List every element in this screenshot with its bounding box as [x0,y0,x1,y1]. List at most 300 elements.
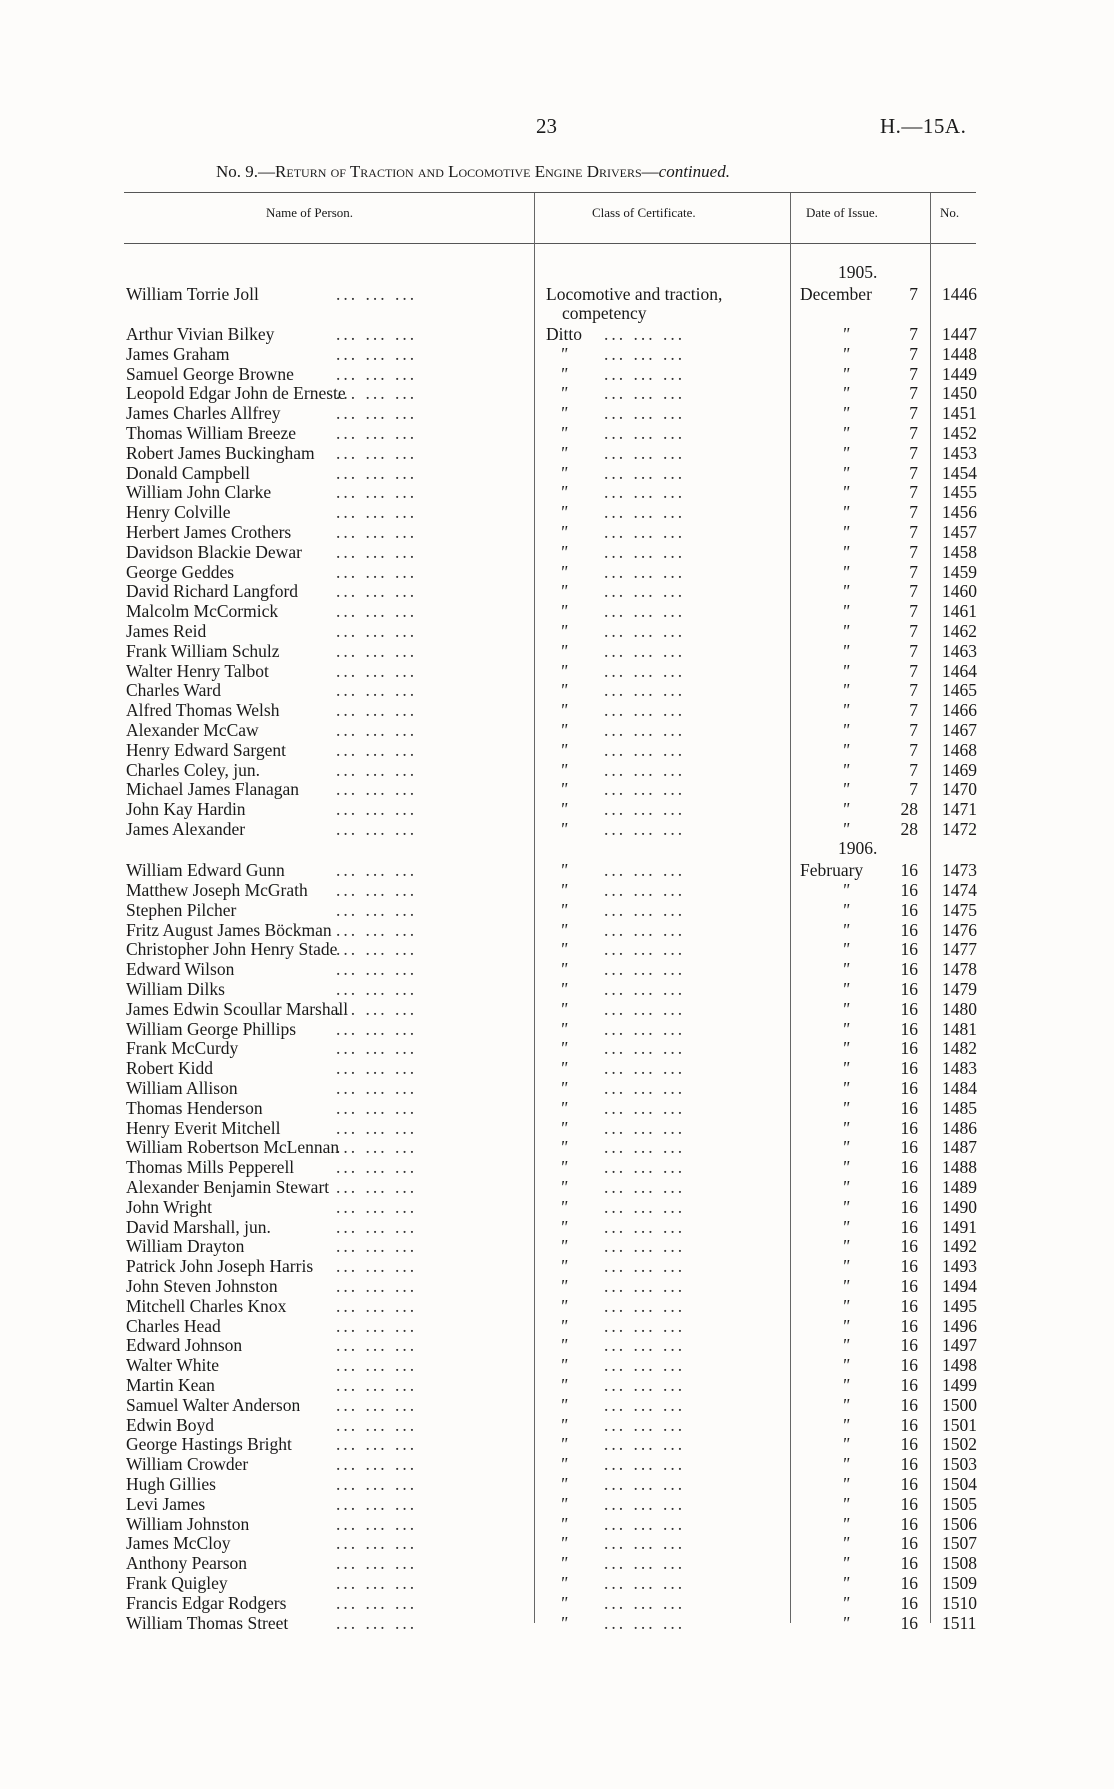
date-ditto: " [842,1434,850,1455]
person-name: Thomas Mills Pepperell [126,1157,295,1178]
issue-day: 7 [909,779,918,800]
leader-dots: ... ... ... [604,640,686,661]
person-name: Samuel George Browne [126,363,294,384]
issue-day: 16 [900,1434,918,1455]
leader-dots: ... ... ... [604,979,686,999]
certificate-number: 1485 [942,1097,977,1118]
table-row [0,880,1114,900]
leader-dots: ... ... ... [336,1058,418,1079]
certificate-class: " [560,1216,568,1237]
certificate-class: " [560,403,568,424]
date-ditto: " [842,819,850,839]
leader-dots: ... ... ... [336,779,418,800]
table-row [0,482,1114,502]
certificate-number: 1483 [942,1058,977,1079]
leader-dots: ... ... ... [336,860,418,880]
leader-dots: ... ... ... [604,799,686,820]
date-ditto: " [842,482,850,503]
person-name: Charles Head [126,1315,221,1336]
certificate-class: " [560,522,568,542]
date-ditto: " [842,1216,850,1237]
date-ditto: " [842,720,850,740]
leader-dots: ... ... ... [604,1018,686,1039]
leader-dots: ... ... ... [336,640,418,661]
leader-dots: ... ... ... [604,1256,686,1277]
person-name: David Richard Langford [126,581,299,602]
leader-dots: ... ... ... [604,700,686,721]
date-ditto: " [842,1078,850,1098]
issue-day: 16 [900,1573,918,1593]
certificate-class: " [560,1157,568,1178]
certificate-number: 1446 [942,284,977,304]
leader-dots: ... ... ... [604,1394,686,1415]
leader-dots: ... ... ... [604,1097,686,1118]
column-header-class: Class of Certificate. [592,205,696,220]
person-name: Matthew Joseph McGrath [126,880,308,900]
date-ditto: " [842,799,850,820]
person-name: Leopold Edgar John de Erneste [126,383,346,404]
certificate-number: 1447 [942,324,977,344]
leader-dots: ... ... ... [604,1454,686,1475]
person-name: William Allison [126,1078,238,1098]
date-ditto: " [842,1394,850,1415]
table-row [0,779,1114,799]
table-row [0,1058,1114,1078]
certificate-class: " [560,1414,568,1435]
leader-dots: ... ... ... [336,581,418,602]
date-ditto: " [842,880,850,900]
table-row [0,999,1114,1019]
year-1906: 1906. [838,838,878,858]
certificate-number: 1468 [942,739,977,760]
table-row [0,1197,1114,1217]
issue-month: December [800,284,872,304]
issue-day: 7 [909,660,918,681]
issue-day: 7 [909,522,918,542]
leader-dots: ... ... ... [336,959,418,980]
issue-day: 7 [909,601,918,622]
leader-dots: ... ... ... [604,561,686,582]
date-ditto: " [842,700,850,721]
issue-day: 16 [900,1256,918,1277]
certificate-class: Ditto [546,324,582,344]
person-name: William Drayton [126,1236,245,1257]
leader-dots: ... ... ... [604,739,686,760]
leader-dots: ... ... ... [336,1038,418,1059]
certificate-number: 1474 [942,880,977,900]
issue-day: 16 [900,939,918,960]
leader-dots: ... ... ... [604,680,686,701]
certificate-class: " [560,759,568,780]
certificate-number: 1459 [942,561,977,582]
issue-day: 16 [900,1375,918,1395]
certificate-class: " [560,1612,568,1633]
leader-dots: ... ... ... [604,1553,686,1574]
issue-day: 7 [909,502,918,523]
certificate-number: 1450 [942,383,977,404]
leader-dots: ... ... ... [336,423,418,443]
leader-dots: ... ... ... [336,522,418,542]
date-ditto: " [842,522,850,542]
certificate-class: Locomotive and traction, [546,284,723,304]
issue-day: 7 [909,541,918,562]
certificate-number: 1493 [942,1256,977,1277]
certificate-number: 1481 [942,1018,977,1039]
leader-dots: ... ... ... [336,979,418,999]
issue-day: 7 [909,739,918,760]
leader-dots: ... ... ... [604,1414,686,1435]
person-name: Anthony Pearson [126,1553,248,1574]
date-ditto: " [842,979,850,999]
leader-dots: ... ... ... [336,680,418,701]
person-name: James Graham [126,343,230,364]
issue-day: 7 [909,363,918,384]
leader-dots: ... ... ... [604,621,686,641]
leader-dots: ... ... ... [604,959,686,980]
leader-dots: ... ... ... [336,1018,418,1039]
table-row [0,959,1114,979]
leader-dots: ... ... ... [336,561,418,582]
date-ditto: " [842,1553,850,1574]
certificate-class: " [560,343,568,364]
leader-dots: ... ... ... [336,1592,418,1613]
certificate-class: " [560,1236,568,1257]
date-ditto: " [842,759,850,780]
date-ditto: " [842,621,850,641]
certificate-number: 1502 [942,1434,977,1455]
issue-day: 16 [900,899,918,920]
person-name: Alfred Thomas Welsh [126,700,280,721]
leader-dots: ... ... ... [336,1493,418,1514]
certificate-class: " [560,1592,568,1613]
certificate-class: " [560,998,568,1019]
certificate-number: 1511 [942,1612,977,1633]
certificate-class: " [560,880,568,900]
person-name: Frank William Schulz [126,640,280,661]
certificate-class: " [560,561,568,582]
issue-day: 16 [900,959,918,980]
issue-day: 16 [900,1355,918,1376]
leader-dots: ... ... ... [604,1375,686,1395]
certificate-number: 1503 [942,1454,977,1475]
person-name: David Marshall, jun. [126,1216,271,1237]
table-row [0,1157,1114,1177]
date-ditto: " [842,1137,850,1158]
leader-dots: ... ... ... [336,1533,418,1554]
leader-dots: ... ... ... [336,482,418,503]
leader-dots: ... ... ... [336,541,418,562]
table-row [0,443,1114,463]
date-ditto: " [842,343,850,364]
issue-day: 16 [900,1177,918,1197]
date-ditto: " [842,739,850,760]
certificate-class: " [560,939,568,960]
date-ditto: " [842,680,850,701]
issue-day: 16 [900,1592,918,1613]
person-name: Walter Henry Talbot [126,660,269,681]
certificate-class: " [560,423,568,443]
leader-dots: ... ... ... [604,581,686,602]
table-row [0,1019,1114,1039]
certificate-class: " [560,1573,568,1593]
person-name: Michael James Flanagan [126,779,300,800]
certificate-class: " [560,1375,568,1395]
issue-day: 16 [900,1276,918,1296]
certificate-number: 1491 [942,1216,977,1237]
date-ditto: " [842,1533,850,1554]
person-name: John Wright [126,1196,212,1217]
table-row [0,1454,1114,1474]
person-name: Francis Edgar Rodgers [126,1592,287,1613]
table-row [0,680,1114,700]
leader-dots: ... ... ... [604,1474,686,1494]
issue-day: 16 [900,880,918,900]
leader-dots: ... ... ... [336,442,418,463]
certificate-class: " [560,1394,568,1415]
certificate-class: " [560,640,568,661]
table-row [0,1316,1114,1336]
person-name: Alexander McCaw [126,720,259,740]
leader-dots: ... ... ... [604,1276,686,1296]
certificate-number: 1500 [942,1394,977,1415]
certificate-number: 1509 [942,1573,977,1593]
leader-dots: ... ... ... [336,1474,418,1494]
person-name: Davidson Blackie Dewar [126,541,302,562]
date-ditto: " [842,442,850,463]
table-row [0,979,1114,999]
table-row [0,740,1114,760]
person-name: George Hastings Bright [126,1434,292,1455]
issue-day: 16 [900,1612,918,1633]
leader-dots: ... ... ... [604,1196,686,1217]
year-1905: 1905. [838,262,878,282]
date-ditto: " [842,1117,850,1138]
date-ditto: " [842,502,850,523]
issue-day: 16 [900,1414,918,1435]
issue-day: 7 [909,640,918,661]
leader-dots: ... ... ... [604,1216,686,1237]
date-ditto: " [842,1573,850,1593]
date-ditto: " [842,1335,850,1356]
certificate-number: 1492 [942,1236,977,1257]
page-reference: H.—15A. [880,114,967,138]
table-row [0,581,1114,601]
leader-dots: ... ... ... [336,383,418,404]
leader-dots: ... ... ... [336,343,418,364]
table-row [0,1434,1114,1454]
certificate-number: 1448 [942,343,977,364]
person-name: Christopher John Henry Stade [126,939,338,960]
leader-dots: ... ... ... [604,1315,686,1336]
certificate-class: " [560,1553,568,1574]
issue-day: 7 [909,561,918,582]
certificate-number: 1482 [942,1038,977,1059]
leader-dots: ... ... ... [336,601,418,622]
certificate-number: 1498 [942,1355,977,1376]
issue-day: 7 [909,403,918,424]
person-name: Frank McCurdy [126,1038,239,1059]
certificate-class: " [560,621,568,641]
certificate-number: 1469 [942,759,977,780]
leader-dots: ... ... ... [336,1216,418,1237]
date-ditto: " [842,660,850,681]
person-name: Edward Wilson [126,959,235,980]
leader-dots: ... ... ... [336,1078,418,1098]
caption-suffix: continued. [658,162,730,181]
certificate-number: 1507 [942,1533,977,1554]
issue-day: 16 [900,1394,918,1415]
person-name: William Dilks [126,979,225,999]
table-row [0,720,1114,740]
person-name: Frank Quigley [126,1573,228,1593]
issue-day: 16 [900,1157,918,1178]
person-name: Samuel Walter Anderson [126,1394,301,1415]
leader-dots: ... ... ... [604,1137,686,1158]
certificate-number: 1471 [942,799,977,820]
person-name: James McCloy [126,1533,231,1554]
caption-prefix: No. 9.— [216,162,276,181]
person-name: John Steven Johnston [126,1276,278,1296]
issue-day: 16 [900,979,918,999]
person-name: James Reid [126,621,207,641]
person-name: William Johnston [126,1513,250,1534]
certificate-class: " [560,1454,568,1475]
certificate-number: 1472 [942,819,977,839]
issue-day: 16 [900,1196,918,1217]
certificate-number: 1495 [942,1295,977,1316]
certificate-class: " [560,860,568,880]
person-name: Arthur Vivian Bilkey [126,324,275,344]
column-header-name: Name of Person. [266,205,354,220]
leader-dots: ... ... ... [336,1553,418,1574]
issue-day: 7 [909,482,918,503]
table-row [0,1276,1114,1296]
column-header-date: Date of Issue. [806,205,878,220]
table-row [0,383,1114,403]
date-ditto: " [842,601,850,622]
table-row [0,819,1114,839]
issue-day: 16 [900,919,918,940]
person-name: Donald Campbell [126,462,250,483]
table-row [0,1514,1114,1534]
leader-dots: ... ... ... [336,1137,418,1158]
leader-dots: ... ... ... [604,880,686,900]
leader-dots: ... ... ... [336,1335,418,1356]
date-ditto: " [842,1058,850,1079]
certificate-number: 1506 [942,1513,977,1534]
date-ditto: " [842,581,850,602]
certificate-class: " [560,1038,568,1059]
certificate-number: 1504 [942,1474,977,1494]
leader-dots: ... ... ... [336,284,418,304]
certificate-number: 1463 [942,640,977,661]
certificate-class: " [560,1513,568,1534]
date-ditto: " [842,363,850,384]
date-ditto: " [842,1236,850,1257]
person-name: Henry Everit Mitchell [126,1117,281,1138]
table-row [0,1296,1114,1316]
certificate-class: " [560,502,568,523]
table-row [0,364,1114,384]
leader-dots: ... ... ... [336,1276,418,1296]
issue-day: 7 [909,442,918,463]
table-row [0,1533,1114,1553]
issue-day: 7 [909,680,918,701]
table-row-continuation [0,303,1114,323]
page-number: 23 [536,114,557,138]
table-row [0,1553,1114,1573]
leader-dots: ... ... ... [604,1493,686,1514]
date-ditto: " [842,1454,850,1475]
certificate-class: " [560,1097,568,1118]
issue-day: 16 [900,1295,918,1316]
leader-dots: ... ... ... [336,1375,418,1395]
issue-day: 16 [900,1058,918,1079]
leader-dots: ... ... ... [336,700,418,721]
table-row [0,1573,1114,1593]
table-row [0,423,1114,443]
certificate-number: 1497 [942,1335,977,1356]
leader-dots: ... ... ... [336,621,418,641]
issue-day: 16 [900,860,918,880]
table-row [0,799,1114,819]
leader-dots: ... ... ... [336,1454,418,1475]
date-ditto: " [842,1493,850,1514]
certificate-number: 1490 [942,1196,977,1217]
person-name: Charles Coley, jun. [126,759,260,780]
certificate-number: 1473 [942,860,977,880]
certificate-class: " [560,1177,568,1197]
leader-dots: ... ... ... [604,1355,686,1376]
table-row [0,641,1114,661]
header-bottom-rule [124,243,976,244]
issue-day: 16 [900,1474,918,1494]
leader-dots: ... ... ... [604,1335,686,1356]
leader-dots: ... ... ... [336,1117,418,1138]
issue-day: 7 [909,700,918,721]
certificate-number: 1480 [942,998,977,1019]
date-ditto: " [842,1177,850,1197]
date-ditto: " [842,899,850,920]
certificate-class: " [560,363,568,384]
date-ditto: " [842,959,850,980]
person-name: Henry Edward Sargent [126,739,287,760]
leader-dots: ... ... ... [604,779,686,800]
leader-dots: ... ... ... [604,1573,686,1593]
certificate-class: " [560,919,568,940]
leader-dots: ... ... ... [336,880,418,900]
date-ditto: " [842,1414,850,1435]
leader-dots: ... ... ... [604,1236,686,1257]
leader-dots: ... ... ... [336,899,418,920]
person-name: Stephen Pilcher [126,899,237,920]
date-ditto: " [842,939,850,960]
date-ditto: " [842,561,850,582]
leader-dots: ... ... ... [336,998,418,1019]
certificate-class: " [560,1078,568,1098]
certificate-number: 1460 [942,581,977,602]
certificate-number: 1451 [942,403,977,424]
table-row [0,939,1114,959]
certificate-number: 1455 [942,482,977,503]
table-row [0,344,1114,364]
issue-day: 16 [900,1216,918,1237]
certificate-class: " [560,462,568,483]
certificate-number: 1489 [942,1177,977,1197]
leader-dots: ... ... ... [604,522,686,542]
person-name: George Geddes [126,561,235,582]
person-name: Levi James [126,1493,206,1514]
